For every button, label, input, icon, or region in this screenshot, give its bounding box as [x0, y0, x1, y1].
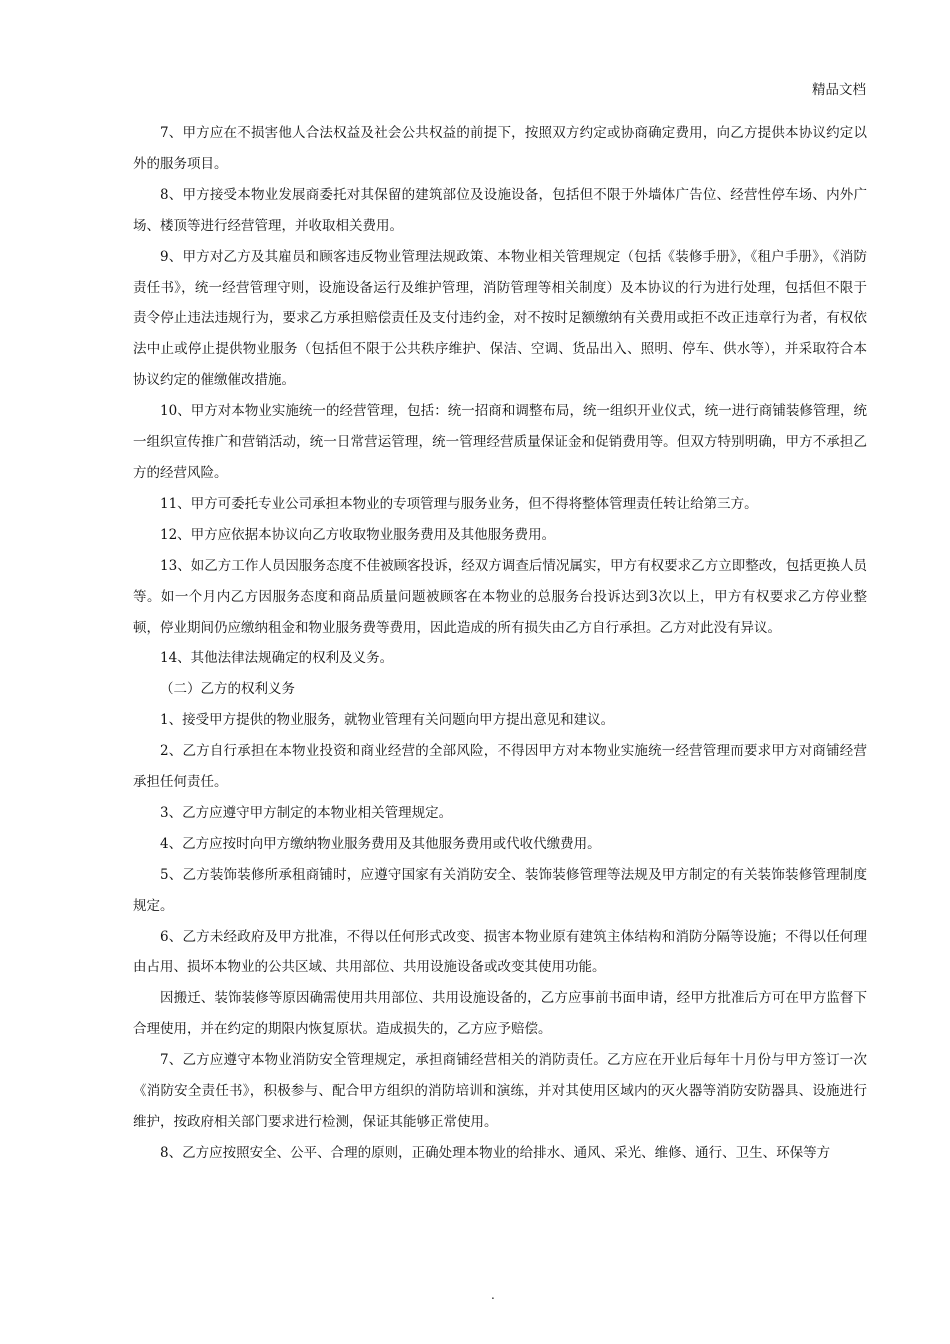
paragraph: 2、乙方自行承担在本物业投资和商业经营的全部风险，不得因甲方对本物业实施统一经营管理而要求甲方对商铺经营承担任何责任。: [133, 743, 867, 791]
paragraph: 12、甲方应依据本协议向乙方收取物业服务费用及其他服务费用。: [160, 526, 556, 543]
paragraph: 8、乙方应按照安全、公平、合理的原则，正确处理本物业的给排水、通风、采光、维修、通行、卫生、环保等方: [160, 1144, 831, 1161]
section-heading: （二）乙方的权利义务: [160, 681, 295, 698]
paragraph: 7、甲方应在不损害他人合法权益及社会公共权益的前提下，按照双方约定或协商确定费用，向乙方提供本协议约定以外的服务项目。: [133, 125, 867, 172]
document-body: [133, 118, 867, 1169]
page-header-label: 精品文档: [812, 82, 866, 98]
paragraph: 1、接受甲方提供的物业服务，就物业管理有关问题向甲方提出意见和建议。: [160, 712, 615, 729]
paragraph: 9、甲方对乙方及其雇员和顾客违反物业管理法规政策、本物业相关管理规定（包括《装修手册》，《租户手册》，《消防责任书》，统一经营管理守则，设施设备运行及维护管理，消防管理等相关制度）及本协议的行为进行处理，包括但不限于责令停止违法违规行为，要求乙方承担赔偿责任及支付违约金，对不按时足额缴纳有关费用或拒不改正违章行为者，有权依法中止或停止提供物业服务（包括但不限于公共秩序维护、保洁、空调、货品出入、照明、停车、供水等），并采取符合本协议约定的催缴催改措施。: [133, 248, 867, 389]
paragraph: 14、其他法律法规确定的权利及义务。: [160, 650, 394, 667]
paragraph: 4、乙方应按时向甲方缴纳物业服务费用及其他服务费用或代收代缴费用。: [160, 835, 601, 852]
paragraph: 10、甲方对本物业实施统一的经营管理，包括：统一招商和调整布局，统一组织开业仪式，统一进行商铺装修管理，统一组织宣传推广和营销活动，统一日常营运管理，统一管理经营质量保证金和促销费用等。但双方特别明确，甲方不承担乙方的经营风险。: [133, 403, 867, 481]
paragraph: 3、乙方应遵守甲方制定的本物业相关管理规定。: [160, 804, 453, 821]
paragraph: 5、乙方装饰装修所承租商铺时，应遵守国家有关消防安全、装饰装修管理等法规及甲方制定的有关装饰装修管理制度规定。: [133, 866, 867, 914]
paragraph: 因搬迁、装饰装修等原因确需使用共用部位、共用设施设备的，乙方应事前书面申请，经甲方批准后方可在甲方监督下合理使用，并在约定的期限内恢复原状。造成损失的，乙方应予赔偿。: [133, 990, 867, 1038]
paragraph: 13、如乙方工作人员因服务态度不佳被顾客投诉，经双方调查后情况属实，甲方有权要求乙方立即整改，包括更换人员等。如一个月内乙方因服务态度和商品质量问题被顾客在本物业的总服务台投诉达到3次以上，甲方有权要求乙方停业整顿，停业期间仍应缴纳租金和物业服务费等费用，因此造成的所有损失由乙方自行承担。乙方对此没有异议。: [133, 557, 867, 636]
paragraph: 11、甲方可委托专业公司承担本物业的专项管理与服务业务，但不得将整体管理责任转让给第三方。: [160, 495, 758, 512]
paragraph: 8、甲方接受本物业发展商委托对其保留的建筑部位及设施设备，包括但不限于外墙体广告位、经营性停车场、内外广场、楼顶等进行经营管理，并收取相关费用。: [133, 186, 867, 234]
footer-mark: .: [491, 1288, 495, 1302]
paragraph: 7、乙方应遵守本物业消防安全管理规定，承担商铺经营相关的消防责任。乙方应在开业后每年十月份与甲方签订一次《消防安全责任书》，积极参与、配合甲方组织的消防培训和演练，并对其使用区域内的灭火器等消防安防器具、设施进行维护，按政府相关部门要求进行检测，保证其能够正常使用。: [133, 1052, 867, 1130]
paragraph: 6、乙方未经政府及甲方批准，不得以任何形式改变、损害本物业原有建筑主体结构和消防分隔等设施；不得以任何理由占用、损坏本物业的公共区域、共用部位、共用设施设备或改变其使用功能。: [133, 928, 867, 976]
